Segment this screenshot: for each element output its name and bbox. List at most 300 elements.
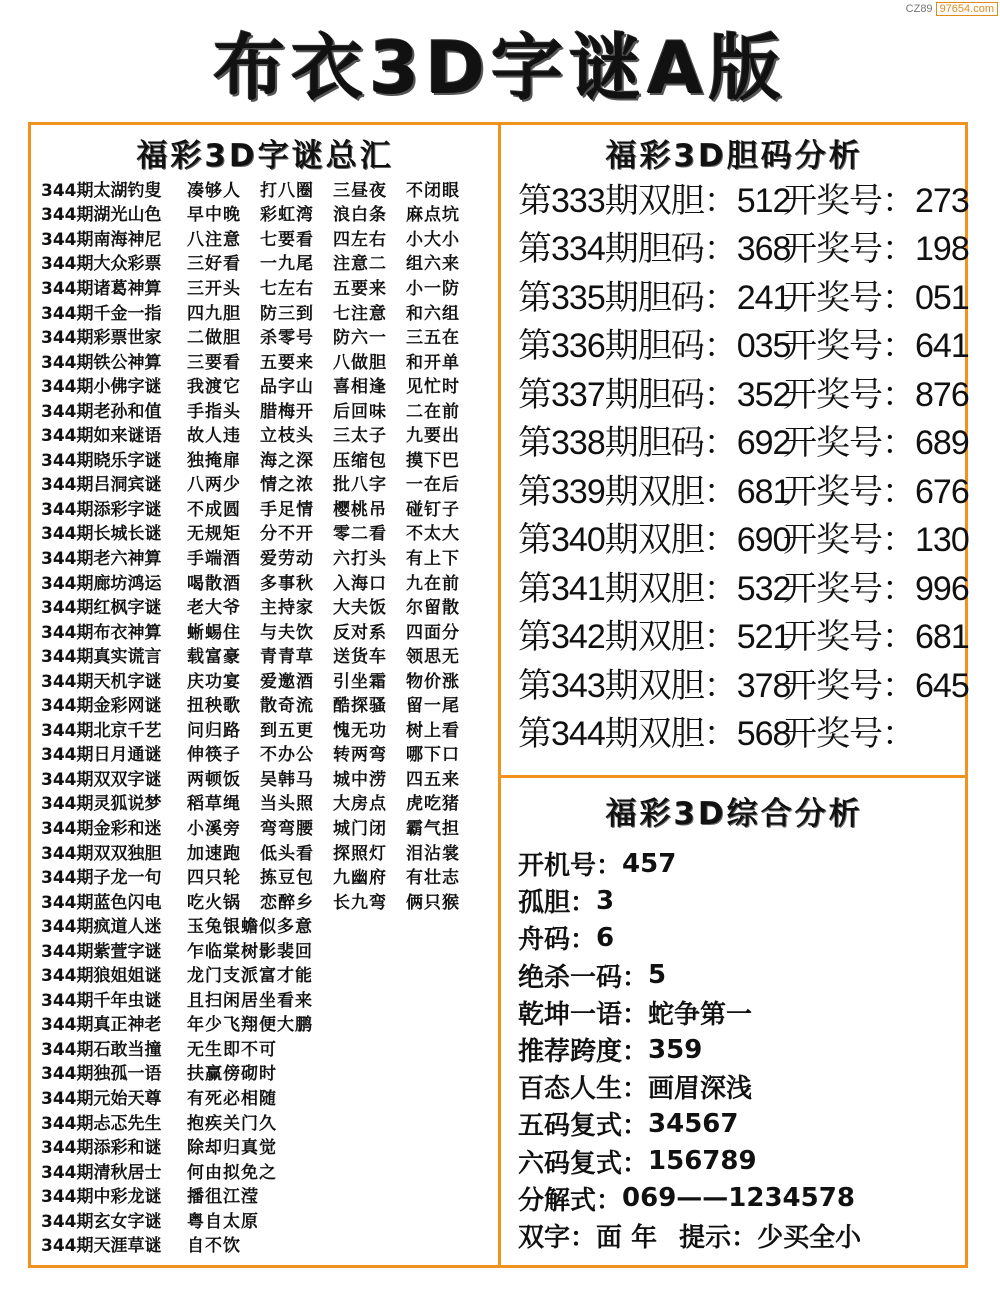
riddle-row: [41, 986, 496, 1011]
danma-draw-number: 开奖号：130: [783, 521, 969, 560]
riddle-clue: 酷探骚: [333, 696, 387, 717]
riddle-list: [41, 176, 496, 1256]
riddle-verse: 且扫闲居坐看来: [187, 990, 313, 1011]
riddle-source: 344期疯道人迷: [41, 917, 162, 938]
riddle-clue: 四九胆: [187, 303, 241, 324]
danma-list: [518, 173, 969, 755]
riddle-clue: 稻草绳: [187, 794, 241, 815]
riddle-verse: 无生即不可: [187, 1039, 277, 1060]
riddle-clue: 不闭眼: [406, 180, 460, 201]
watermark-domain: 97654.com: [936, 2, 998, 16]
riddle-source: 344期大众彩票: [41, 254, 162, 275]
riddle-source: 344期吕洞宾谜: [41, 475, 162, 496]
danma-row: [518, 222, 969, 271]
analysis-label: 五码复式：: [518, 1111, 649, 1142]
riddle-source: 344期彩票世家: [41, 328, 162, 349]
riddle-source: 344期蓝色闪电: [41, 892, 162, 913]
riddle-row: [41, 1035, 496, 1060]
riddle-clue: 故人违: [187, 426, 241, 447]
danma-row: [518, 416, 969, 465]
riddle-source: 344期千金一指: [41, 303, 162, 324]
riddle-clue: 扭秧歌: [187, 696, 241, 717]
riddle-source: 344期红枫字谜: [41, 598, 162, 619]
riddle-clue: 彩虹湾: [260, 205, 314, 226]
danma-draw-number: 开奖号：051: [783, 278, 969, 317]
riddle-clue: 四只轮: [187, 868, 241, 889]
analysis-label: 双字：: [518, 1222, 597, 1253]
analysis-label: 六码复式：: [518, 1148, 649, 1179]
riddle-row: [41, 962, 496, 987]
riddle-clue: 七要看: [260, 229, 314, 250]
riddle-verse: 抱疾关门久: [187, 1113, 277, 1134]
riddle-source: 344期小佛字谜: [41, 377, 162, 398]
riddle-clue: 立枝头: [260, 426, 314, 447]
riddle-row: [41, 348, 496, 373]
riddle-source: 344期南海神尼: [41, 229, 162, 250]
riddle-verse: 除却归真觉: [187, 1138, 277, 1159]
riddle-clue: 五要来: [260, 352, 314, 373]
watermark-prefix: CZ89: [905, 3, 933, 15]
riddle-clue: 独掩扉: [187, 450, 241, 471]
danma-period: 第343期双胆：378: [518, 666, 791, 705]
riddle-clue: 注意二: [333, 254, 387, 275]
riddle-clue: 有上下: [406, 548, 460, 569]
riddle-source: 344期铁公神算: [41, 352, 162, 373]
riddle-clue: 无规矩: [187, 524, 241, 545]
riddle-clue: 物价涨: [406, 671, 460, 692]
riddle-clue: 三要看: [187, 352, 241, 373]
riddle-source: 344期独孤一语: [41, 1064, 162, 1085]
danma-period: 第336期胆码：035: [518, 327, 791, 366]
riddle-row: [41, 421, 496, 446]
riddle-clue: 组六来: [406, 254, 460, 275]
riddle-clue: 不办公: [260, 745, 314, 766]
riddle-row: [41, 1158, 496, 1183]
riddle-row: [41, 544, 496, 569]
horizontal-divider: [498, 775, 968, 778]
zonghe-list: [518, 845, 966, 1254]
riddle-clue: 防六一: [333, 328, 387, 349]
riddle-row: [41, 1084, 496, 1109]
danma-period: 第337期胆码：352: [518, 375, 791, 414]
riddle-source: 344期真实谎言: [41, 647, 162, 668]
riddle-source: 344期千年虫谜: [41, 990, 162, 1011]
danma-period: 第342期双胆：521: [518, 618, 791, 657]
riddle-clue: 尔留散: [406, 598, 460, 619]
riddle-clue: 低头看: [260, 843, 314, 864]
riddle-clue: 爱邀酒: [260, 671, 314, 692]
riddle-verse: 何由拟免之: [187, 1162, 277, 1183]
riddle-source: 344期日月通谜: [41, 745, 162, 766]
riddle-source: 344期金彩网谜: [41, 696, 162, 717]
analysis-row: [518, 882, 966, 919]
riddle-source: 344期廊坊鸿运: [41, 573, 162, 594]
riddle-clue: 当头照: [260, 794, 314, 815]
danma-period: 第344期双胆：568: [518, 715, 791, 754]
analysis-value: 156789: [648, 1146, 757, 1177]
danma-draw-number: 开奖号：996: [783, 569, 969, 608]
riddle-clue: 转两弯: [333, 745, 387, 766]
riddle-clue: 领思无: [406, 647, 460, 668]
riddle-clue: 手端酒: [187, 548, 241, 569]
riddle-clue: 蜥蜴住: [187, 622, 241, 643]
riddle-clue: 散奇流: [260, 696, 314, 717]
riddle-clue: 二在前: [406, 401, 460, 422]
watermark: [906, 2, 998, 16]
analysis-label: 开机号：: [518, 851, 623, 882]
riddle-clue: 防三到: [260, 303, 314, 324]
riddle-row: [41, 495, 496, 520]
page-title: 布衣3D字谜A版: [213, 26, 787, 110]
riddle-clue: 载富豪: [187, 647, 241, 668]
riddle-clue: 一在后: [406, 475, 460, 496]
riddle-row: [41, 937, 496, 962]
riddle-clue: 问归路: [187, 720, 241, 741]
riddle-source: 344期中彩龙谜: [41, 1187, 162, 1208]
analysis-hint: 提示：少买全小: [679, 1222, 862, 1253]
riddle-clue: 零二看: [333, 524, 387, 545]
riddle-verse: 自不饮: [187, 1236, 241, 1257]
danma-period: 第334期胆码：368: [518, 230, 791, 269]
analysis-label: 分解式：: [518, 1185, 623, 1216]
riddle-clue: 小溪旁: [187, 819, 241, 839]
riddle-clue: 留一尾: [406, 696, 460, 717]
riddle-source: 344期天机字谜: [41, 671, 162, 692]
analysis-row: [518, 1068, 966, 1105]
riddle-clue: 三开头: [187, 278, 241, 299]
riddle-clue: 大房点: [333, 794, 387, 815]
riddle-verse: 粤自太原: [187, 1211, 259, 1232]
riddle-clue: 九幽府: [333, 868, 387, 889]
analysis-row: [518, 845, 966, 882]
danma-draw-number: 开奖号：681: [783, 618, 969, 657]
riddle-clue: 伸筷子: [187, 745, 241, 766]
analysis-value: 069——1234578: [622, 1183, 855, 1214]
danma-period: 第338期胆码：692: [518, 424, 791, 463]
danma-period: 第341期双胆：532: [518, 569, 791, 608]
analysis-row: [518, 1105, 966, 1142]
riddle-row: [41, 716, 496, 741]
riddle-clue: 吴韩马: [260, 769, 314, 790]
riddle-clue: 四面分: [406, 622, 460, 643]
riddle-row: [41, 593, 496, 618]
riddle-clue: 庆功宴: [187, 671, 241, 692]
riddle-clue: 和六组: [406, 303, 460, 324]
danma-draw-number: 开奖号：198: [783, 230, 969, 269]
riddle-row: [41, 741, 496, 766]
riddle-row: [41, 299, 496, 324]
riddle-row: [41, 642, 496, 667]
riddle-clue: 三五在: [406, 328, 460, 349]
danma-period: 第340期双胆：690: [518, 521, 791, 560]
riddle-panel-title: 福彩3D字谜总汇: [136, 138, 394, 174]
riddle-clue: 九在前: [406, 573, 460, 594]
riddle-clue: 五要来: [333, 278, 387, 299]
riddle-source: 344期晓乐字谜: [41, 450, 162, 471]
riddle-clue: 城中涝: [333, 769, 387, 790]
riddle-row: [41, 912, 496, 937]
riddle-clue: 一九尾: [260, 254, 314, 275]
danma-period: 第335期胆码：241: [518, 278, 791, 317]
danma-draw-number: 开奖号：: [783, 715, 915, 754]
riddle-clue: 探照灯: [333, 843, 387, 864]
riddle-source: 344期元始天尊: [41, 1089, 162, 1110]
riddle-clue: 虎吃猪: [406, 794, 460, 815]
riddle-clue: 青青草: [260, 647, 314, 668]
riddle-row: [41, 814, 496, 839]
danma-period: 第339期双胆：681: [518, 472, 791, 511]
riddle-source: 344期如来谜语: [41, 426, 162, 447]
riddle-row: [41, 250, 496, 275]
riddle-clue: 小大小: [406, 229, 460, 250]
danma-period: 第333期双胆：512: [518, 181, 791, 220]
riddle-clue: 到五更: [260, 720, 314, 741]
riddle-verse: 乍临棠树影裴回: [187, 941, 313, 962]
riddle-clue: 长九弯: [333, 892, 387, 913]
riddle-clue: 反对系: [333, 622, 387, 643]
riddle-clue: 与夫饮: [260, 622, 314, 643]
danma-draw-number: 开奖号：689: [783, 424, 969, 463]
riddle-clue: 打八圈: [260, 180, 314, 201]
analysis-row: [518, 994, 966, 1031]
riddle-row: [41, 839, 496, 864]
riddle-clue: 品字山: [260, 377, 314, 398]
riddle-source: 344期诸葛神算: [41, 278, 162, 299]
riddle-clue: 早中晚: [187, 205, 241, 226]
riddle-source: 344期添彩和谜: [41, 1138, 162, 1159]
riddle-row: [41, 1207, 496, 1232]
riddle-clue: 主持家: [260, 598, 314, 619]
danma-draw-number: 开奖号：273: [783, 181, 969, 220]
riddle-clue: 俩只猴: [406, 892, 460, 913]
riddle-clue: 喝散酒: [187, 573, 241, 594]
riddle-verse: 龙门支派富才能: [187, 966, 313, 987]
riddle-clue: 吃火锅: [187, 892, 241, 913]
riddle-source: 344期灵狐说梦: [41, 794, 162, 815]
riddle-clue: 三太子: [333, 426, 387, 447]
riddle-source: 344期清秋居士: [41, 1162, 162, 1183]
riddle-clue: 城门闭: [333, 819, 387, 839]
riddle-source: 344期添彩字谜: [41, 499, 162, 520]
analysis-label: 绝杀一码：: [518, 962, 649, 993]
riddle-row: [41, 863, 496, 888]
analysis-label: 百态人生：: [518, 1074, 649, 1105]
riddle-clue: 浪白条: [333, 205, 387, 226]
riddle-row: [41, 790, 496, 815]
riddle-clue: 哪下口: [406, 745, 460, 766]
riddle-clue: 小一防: [406, 278, 460, 299]
riddle-source: 344期忐忑先生: [41, 1113, 162, 1134]
riddle-clue: 四左右: [333, 229, 387, 250]
riddle-clue: 八两少: [187, 475, 241, 496]
riddle-clue: 不太大: [406, 524, 460, 545]
riddle-row: [41, 397, 496, 422]
riddle-source: 344期石敢当撞: [41, 1039, 162, 1060]
riddle-source: 344期狼姐姐谜: [41, 966, 162, 987]
danma-row: [518, 513, 969, 562]
riddle-clue: 三昼夜: [333, 180, 387, 201]
riddle-verse: 玉兔银蟾似多意: [187, 917, 313, 938]
riddle-row: [41, 667, 496, 692]
analysis-value: 457: [622, 848, 677, 879]
riddle-verse: 年少飞翔便大鹏: [187, 1015, 313, 1036]
riddle-row: [41, 888, 496, 913]
analysis-value: 面 年: [596, 1222, 658, 1253]
riddle-row: [41, 323, 496, 348]
riddle-clue: 和开单: [406, 352, 460, 373]
riddle-clue: 后回味: [333, 401, 387, 422]
analysis-label: 推荐跨度：: [518, 1037, 649, 1068]
riddle-row: [41, 569, 496, 594]
riddle-verse: 播徂江滢: [187, 1187, 259, 1208]
analysis-row: [518, 919, 966, 956]
riddle-clue: 见忙时: [406, 377, 460, 398]
riddle-source: 344期老六神算: [41, 548, 162, 569]
riddle-clue: 老大爷: [187, 598, 241, 619]
analysis-row: [518, 957, 966, 994]
riddle-row: [41, 1133, 496, 1158]
riddle-clue: 六打头: [333, 548, 387, 569]
riddle-row: [41, 1109, 496, 1134]
riddle-clue: 愧无功: [333, 720, 387, 741]
riddle-clue: 树上看: [406, 720, 460, 741]
riddle-clue: 情之浓: [260, 475, 314, 496]
riddle-row: [41, 372, 496, 397]
riddle-clue: 八做胆: [333, 352, 387, 373]
riddle-clue: 批八字: [333, 475, 387, 496]
riddle-row: [41, 1232, 496, 1257]
riddle-clue: 压缩包: [333, 450, 387, 471]
riddle-clue: 四五来: [406, 769, 460, 790]
riddle-row: [41, 520, 496, 545]
riddle-clue: 七左右: [260, 278, 314, 299]
riddle-clue: 七注意: [333, 303, 387, 324]
analysis-row: [518, 1031, 966, 1068]
danma-draw-number: 开奖号：876: [783, 375, 969, 414]
riddle-row: [41, 765, 496, 790]
danma-row: [518, 707, 966, 756]
riddle-clue: 不成圆: [187, 499, 241, 520]
riddle-source: 344期老孙和值: [41, 401, 162, 422]
riddle-row: [41, 225, 496, 250]
riddle-clue: 腊梅开: [260, 401, 314, 422]
riddle-clue: 恋醉乡: [260, 892, 314, 913]
riddle-clue: 拣豆包: [260, 868, 314, 889]
riddle-clue: 摸下巴: [406, 450, 460, 471]
analysis-value: 3: [596, 885, 615, 916]
riddle-source: 344期长城长谜: [41, 524, 162, 545]
riddle-source: 344期紫萱字谜: [41, 941, 162, 962]
riddle-clue: 樱桃吊: [333, 499, 387, 520]
riddle-clue: 引坐霜: [333, 671, 387, 692]
riddle-row: [41, 618, 496, 643]
riddle-clue: 送货车: [333, 647, 387, 668]
riddle-clue: 麻点坑: [406, 205, 460, 226]
riddle-source: 344期玄女字谜: [41, 1211, 162, 1232]
danma-draw-number: 开奖号：676: [783, 472, 969, 511]
analysis-label: 舟码：: [518, 925, 597, 956]
danma-row: [518, 610, 969, 659]
riddle-verse: 有死必相随: [187, 1089, 277, 1110]
analysis-label: 乾坤一语：: [518, 999, 649, 1030]
riddle-clue: 海之深: [260, 450, 314, 471]
riddle-source: 344期双双字谜: [41, 769, 162, 790]
danma-row: [518, 270, 969, 319]
riddle-source: 344期湖光山色: [41, 205, 162, 226]
riddle-source: 344期太湖钓叟: [41, 180, 162, 201]
riddle-row: [41, 471, 496, 496]
riddle-row: [41, 201, 496, 226]
danma-row: [518, 658, 969, 707]
riddle-clue: 有壮志: [406, 868, 460, 889]
analysis-value: 34567: [648, 1108, 739, 1139]
riddle-clue: 霸气担: [406, 819, 460, 839]
riddle-row: [41, 1060, 496, 1085]
danma-draw-number: 开奖号：645: [783, 666, 969, 705]
analysis-row: [518, 1143, 966, 1180]
danma-row: [518, 319, 969, 368]
riddle-clue: 手足情: [260, 499, 314, 520]
riddle-row: [41, 176, 496, 201]
riddle-source: 344期北京千艺: [41, 720, 162, 741]
riddle-row: [41, 274, 496, 299]
analysis-value: 5: [648, 960, 667, 991]
danma-panel-title: 福彩3D胆码分析: [605, 138, 863, 174]
riddle-clue: 大夫饭: [333, 598, 387, 619]
analysis-value: 画眉深浅: [648, 1074, 753, 1105]
riddle-clue: 碰钉子: [406, 499, 460, 520]
riddle-source: 344期子龙一句: [41, 868, 162, 889]
analysis-value: 蛇争第一: [648, 999, 753, 1030]
riddle-clue: 泪沾裳: [406, 843, 460, 864]
analysis-value: 359: [648, 1034, 703, 1065]
riddle-clue: 多事秋: [260, 573, 314, 594]
danma-row: [518, 173, 969, 222]
riddle-clue: 爱劳动: [260, 548, 314, 569]
danma-draw-number: 开奖号：641: [783, 327, 969, 366]
riddle-clue: 喜相逢: [333, 377, 387, 398]
analysis-row: [518, 1180, 966, 1217]
riddle-clue: 两顿饭: [187, 769, 241, 790]
riddle-row: [41, 446, 496, 471]
riddle-source: 344期金彩和迷: [41, 819, 162, 839]
riddle-row: [41, 1182, 496, 1207]
riddle-clue: 三好看: [187, 254, 241, 275]
vertical-divider: [498, 122, 501, 1268]
analysis-label: 孤胆：: [518, 888, 597, 919]
danma-row: [518, 561, 969, 610]
zonghe-panel-title: 福彩3D综合分析: [605, 796, 863, 832]
riddle-source: 344期布衣神算: [41, 622, 162, 643]
riddle-source: 344期真正神老: [41, 1015, 162, 1036]
riddle-source: 344期双双独胆: [41, 843, 162, 864]
riddle-row: [41, 691, 496, 716]
riddle-source: 344期天涯草谜: [41, 1236, 162, 1257]
riddle-row: [41, 1011, 496, 1036]
riddle-clue: 我渡它: [187, 377, 241, 398]
danma-row: [518, 367, 969, 416]
riddle-clue: 二做胆: [187, 328, 241, 349]
riddle-clue: 加速跑: [187, 843, 241, 864]
riddle-clue: 分不开: [260, 524, 314, 545]
riddle-clue: 入海口: [333, 573, 387, 594]
riddle-clue: 弯弯腰: [260, 819, 314, 839]
analysis-row: [518, 1217, 966, 1254]
riddle-clue: 凑够人: [187, 180, 241, 201]
analysis-value: 6: [596, 922, 615, 953]
riddle-verse: 扶赢傍砌时: [187, 1064, 277, 1085]
riddle-clue: 九要出: [406, 426, 460, 447]
